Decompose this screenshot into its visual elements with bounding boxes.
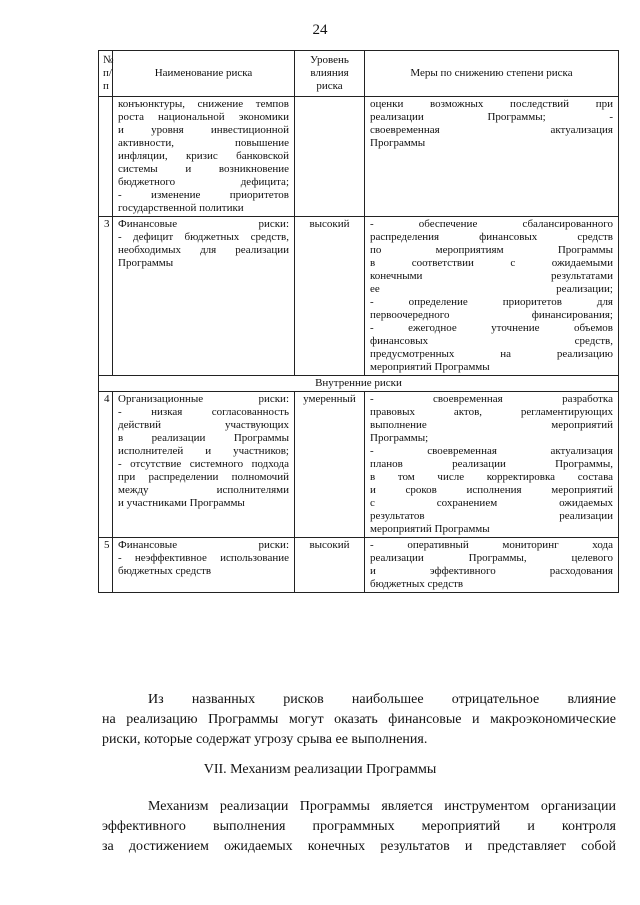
risk-level-cell: умеренный — [295, 392, 365, 538]
measure-line: - своевременная разработка — [370, 393, 613, 405]
paragraph-line: риски, которые содержат угрозу срыва ее выполнения. — [102, 732, 428, 747]
risk-name-line: Программы — [118, 257, 174, 269]
risk-table — [98, 50, 619, 593]
risk-name-line: - дефицит бюджетных средств, — [118, 231, 289, 243]
measure-line: мероприятий Программы — [370, 361, 490, 373]
measure-line: и эффективного расходования — [370, 565, 613, 577]
measure-line: реализации Программы, целевого — [370, 552, 613, 564]
risk-name-line: - низкая согласованность — [118, 406, 289, 418]
risk-name-line: в реализации Программы — [118, 432, 289, 444]
header-risk-name: Наименование риска — [113, 51, 295, 97]
measure-line: результатов реализации — [370, 510, 613, 522]
paragraph-line: Из названных рисков наибольшее отрицательное влияние — [148, 692, 616, 707]
risk-name-line: Финансовые риски: — [118, 539, 289, 551]
measure-line: - оперативный мониторинг хода — [370, 539, 613, 551]
risk-name-line: необходимых для реализации — [118, 244, 289, 256]
header-num: № п/п — [99, 51, 113, 97]
risk-name-line: - отсутствие системного подхода — [118, 458, 289, 470]
paragraph-conclusion — [102, 690, 616, 750]
header-risk-level: Уровень влияния риска — [295, 51, 365, 97]
measure-line: выполнение мероприятий — [370, 419, 613, 431]
risk-name-line: Организационные риски: — [118, 393, 289, 405]
measures-cell — [365, 217, 619, 376]
measure-line: реализации Программы; - — [370, 111, 613, 123]
risk-level-cell — [295, 97, 365, 217]
risk-name-line: и уровня инвестиционной — [118, 124, 289, 136]
measure-line: распределения финансовых средств — [370, 231, 613, 243]
paragraph-mechanism — [102, 797, 616, 857]
measure-line: - своевременная актуализация — [370, 445, 613, 457]
row-number: 3 — [99, 217, 113, 376]
section-row-internal — [99, 376, 619, 392]
measure-line: в том числе корректировка состава — [370, 471, 613, 483]
measure-line: финансовых средств, — [370, 335, 613, 347]
measure-line: правовых актов, регламентирующих — [370, 406, 613, 418]
risk-name-line: Финансовые риски: — [118, 218, 289, 230]
measure-line: планов реализации Программы, — [370, 458, 613, 470]
risk-name-cell — [113, 97, 295, 217]
risk-name-cell — [113, 392, 295, 538]
risk-name-line: конъюнктуры, снижение темпов — [118, 98, 289, 110]
row-number: 5 — [99, 538, 113, 593]
risk-name-cell — [113, 538, 295, 593]
measure-line: предусмотренных на реализацию — [370, 348, 613, 360]
table-row — [99, 97, 619, 217]
risk-name-line: инфляции, кризис банковской — [118, 150, 289, 162]
measure-line: Программы — [370, 137, 426, 149]
risk-name-line: бюджетных средств — [118, 565, 212, 577]
measure-line: - определение приоритетов для — [370, 296, 613, 308]
measure-line: ее реализации; — [370, 283, 613, 295]
risk-name-cell — [113, 217, 295, 376]
paragraph-line: за достижением ожидаемых конечных результатов и представляет собой — [102, 839, 616, 854]
table-row — [99, 538, 619, 593]
page-number: 24 — [312, 22, 328, 38]
risk-name-line: государственной политики — [118, 202, 244, 214]
risk-name-line: между исполнителями — [118, 484, 289, 496]
measure-line: по мероприятиям Программы — [370, 244, 613, 256]
paragraph-line: эффективного выполнения программных мероприятий и контроля — [102, 819, 616, 834]
measure-line: и сроков исполнения мероприятий — [370, 484, 613, 496]
measure-line: своевременная актуализация — [370, 124, 613, 136]
risk-name-line: при распределении полномочий — [118, 471, 289, 483]
table-header-row — [99, 51, 619, 97]
table-row — [99, 392, 619, 538]
row-number — [99, 97, 113, 217]
risk-level-cell: высокий — [295, 538, 365, 593]
measure-line: с сохранением ожидаемых — [370, 497, 613, 509]
measure-line: бюджетных средств — [370, 578, 464, 590]
risk-name-line: системы и возникновение — [118, 163, 289, 175]
measure-line: - ежегодное уточнение объемов — [370, 322, 613, 334]
risk-level-cell: высокий — [295, 217, 365, 376]
section-heading: VII. Механизм реализации Программы — [203, 762, 437, 777]
risk-name-line: - неэффективное использование — [118, 552, 289, 564]
paragraph-line: на реализацию Программы могут оказать финансовые и макроэкономические — [102, 712, 616, 727]
measures-cell — [365, 392, 619, 538]
measure-line: конечными результатами — [370, 270, 613, 282]
risk-name-line: и участниками Программы — [118, 497, 245, 509]
measure-line: оценки возможных последствий при — [370, 98, 613, 110]
measures-cell — [365, 538, 619, 593]
section-label: Внутренние риски — [99, 376, 619, 392]
measure-line: мероприятий Программы — [370, 523, 490, 535]
risk-name-line: исполнителей и участников; — [118, 445, 289, 457]
risk-name-line: действий участвующих — [118, 419, 289, 431]
measure-line: первоочередного финансирования; — [370, 309, 613, 321]
measure-line: Программы; — [370, 432, 429, 444]
measure-line: в соответствии с ожидаемыми — [370, 257, 613, 269]
header-measures: Меры по снижению степени риска — [365, 51, 619, 97]
measure-line: - обеспечение сбалансированного — [370, 218, 613, 230]
risk-name-line: - изменение приоритетов — [118, 189, 289, 201]
row-number: 4 — [99, 392, 113, 538]
risk-name-line: бюджетного дефицита; — [118, 176, 289, 188]
risk-name-line: роста национальной экономики — [118, 111, 289, 123]
table-section-internal — [99, 376, 619, 392]
table-body-internal — [99, 392, 619, 593]
table-body-external — [99, 97, 619, 376]
table-row — [99, 217, 619, 376]
paragraph-line: Механизм реализации Программы является инструментом организации — [148, 799, 616, 814]
measures-cell — [365, 97, 619, 217]
risk-name-line: активности, повышение — [118, 137, 289, 149]
